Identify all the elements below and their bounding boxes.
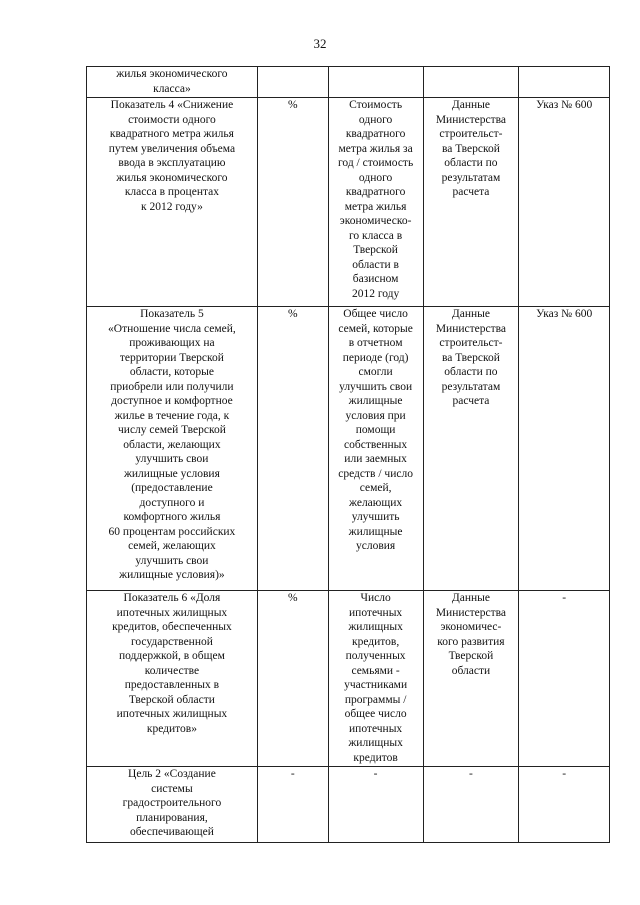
cell-unit: % [257, 98, 328, 307]
cell-source: Данные Министерства экономичес- кого развития Тверской области [423, 591, 519, 767]
table-row-indicator-4 [87, 98, 610, 307]
cell-indicator-name: жилья экономического класса» [87, 67, 258, 98]
cell-formula: Общее число семей, которые в отчетном периоде (год) смогли улучшить свои жилищные условия при помощи собственных или заемных средств / число семей, желающих улучшить жилищные условия [328, 307, 423, 591]
cell-indicator-name: Показатель 5 «Отношение числа семей, проживающих на территории Тверской области, которые приобрели или получили доступное и комфортное жилье в течение года, к числу семей Тверской области, желающих улучшить свои жилищные условия (предоставление доступного и комфортного жилья 60 процентам российских семей, желающих улучшить свои жилищные условия)» [87, 307, 258, 591]
table-row-goal-2 [87, 767, 610, 843]
cell-formula [328, 67, 423, 98]
cell-indicator-name: Цель 2 «Создание системы градостроительного планирования, обеспечивающей [87, 767, 258, 843]
cell-indicator-name: Показатель 4 «Снижение стоимости одного квадратного метра жилья путем увеличения объема ввода в эксплуатацию жилья экономического класса в процентах к 2012 году» [87, 98, 258, 307]
cell-source: Данные Министерства строительст- ва Тверской области по результатам расчета [423, 307, 519, 591]
cell-formula: Число ипотечных жилищных кредитов, полученных семьями - участниками программы / общее число ипотечных жилищных кредитов [328, 591, 423, 767]
cell-formula: - [328, 767, 423, 843]
cell-basis: - [519, 767, 610, 843]
page-number: 32 [313, 36, 327, 51]
cell-source [423, 67, 519, 98]
cell-basis [519, 67, 610, 98]
cell-basis: Указ № 600 [519, 98, 610, 307]
cell-indicator-name: Показатель 6 «Доля ипотечных жилищных кредитов, обеспеченных государственной поддержкой, в общем количестве предоставленных в Тверской области ипотечных жилищных кредитов» [87, 591, 258, 767]
table-row-indicator-5 [87, 307, 610, 591]
table-row-zhilya-continuation [87, 67, 610, 98]
cell-unit: - [257, 767, 328, 843]
cell-basis: Указ № 600 [519, 307, 610, 591]
indicators-table [86, 66, 610, 843]
cell-unit [257, 67, 328, 98]
cell-source: - [423, 767, 519, 843]
cell-source: Данные Министерства строительст- ва Тверской области по результатам расчета [423, 98, 519, 307]
cell-unit: % [257, 307, 328, 591]
cell-formula: Стоимость одного квадратного метра жилья за год / стоимость одного квадратного метра жилья экономическо- го класса в Тверской области в базисном 2012 году [328, 98, 423, 307]
cell-basis: - [519, 591, 610, 767]
table-row-indicator-6 [87, 591, 610, 767]
cell-unit: % [257, 591, 328, 767]
